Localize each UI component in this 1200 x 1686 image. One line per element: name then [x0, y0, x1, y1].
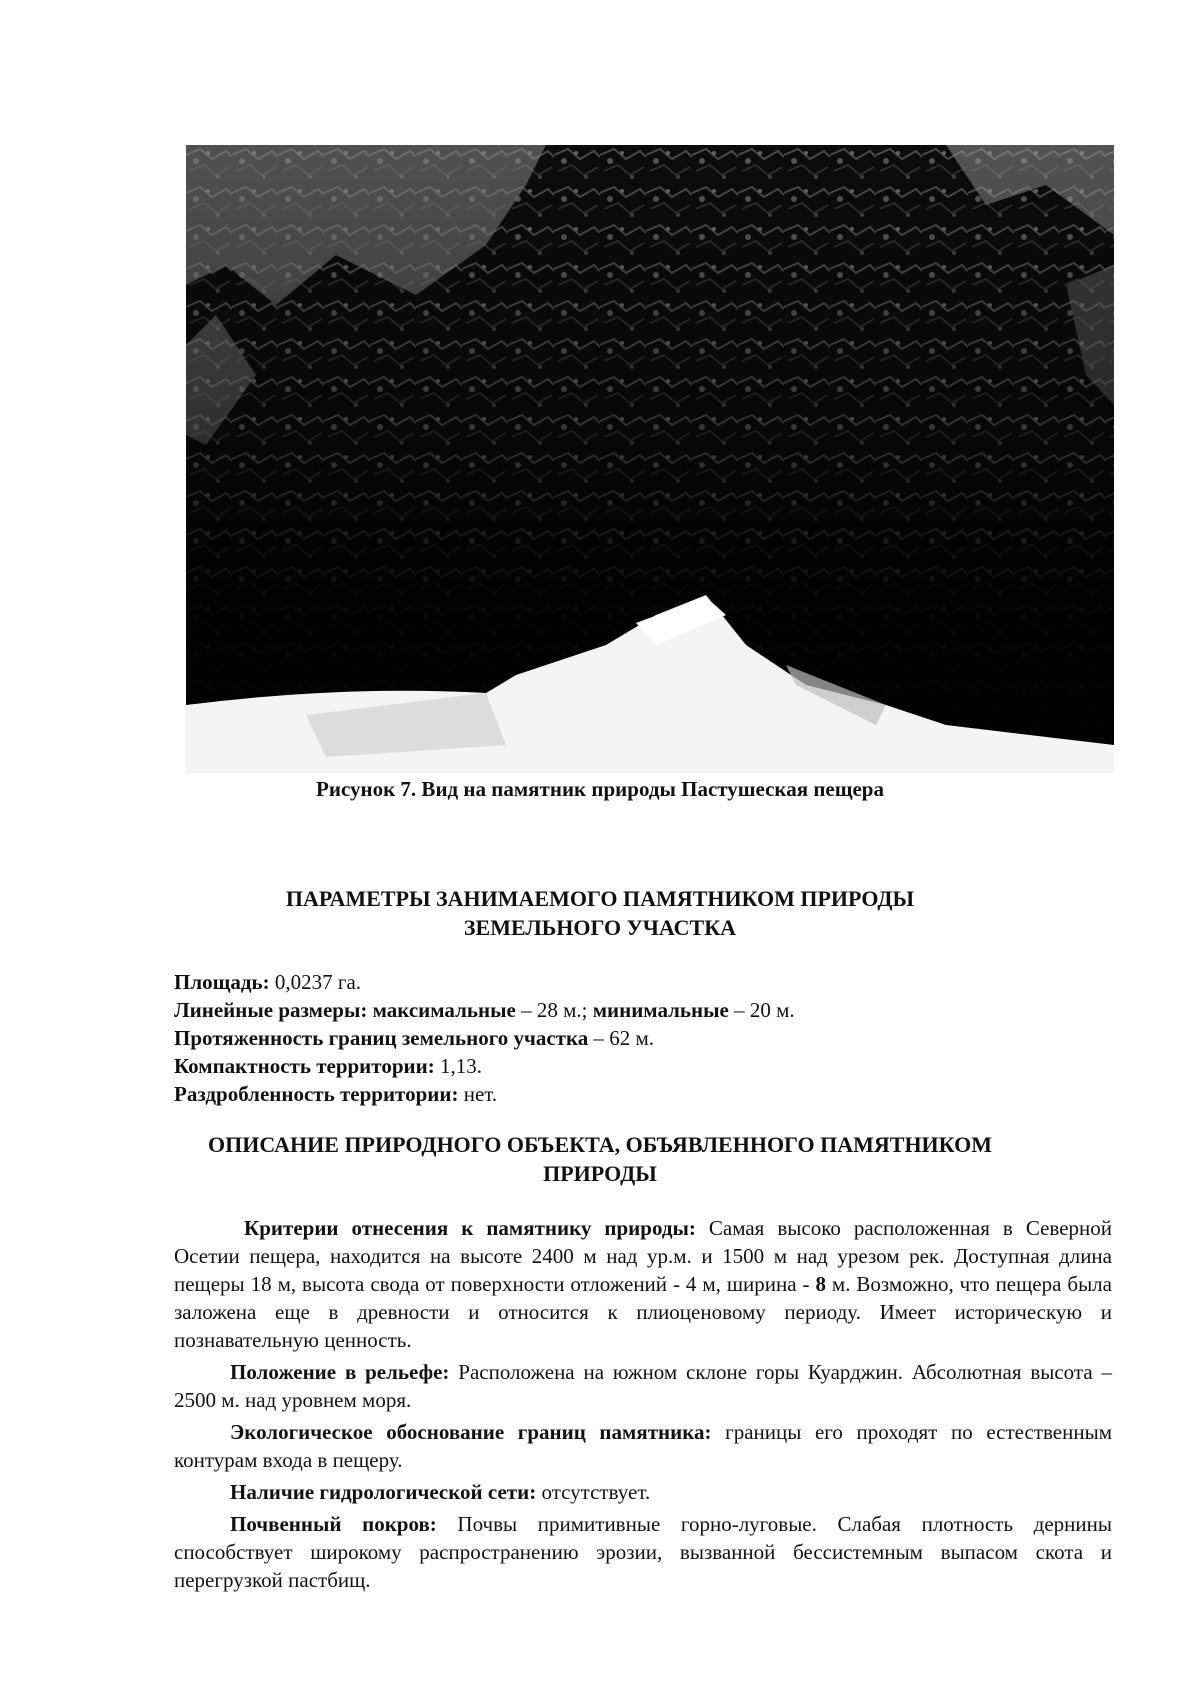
section-title-parameters: [150, 884, 1050, 942]
param-value: 1,13.: [434, 1054, 482, 1078]
param-label: Раздробленность территории:: [174, 1082, 459, 1106]
param-label: Линейные размеры:: [174, 998, 368, 1022]
paragraph-relief: [174, 1358, 1112, 1414]
section-title-line: ПРИРОДЫ: [543, 1161, 657, 1186]
paragraph-label: Наличие гидрологической сети:: [230, 1480, 537, 1504]
section-title-line: ОПИСАНИЕ ПРИРОДНОГО ОБЪЕКТА, ОБЪЯВЛЕННОГО ПАМЯТНИКОМ: [208, 1132, 992, 1157]
param-label: Протяженность границ земельного участка: [174, 1026, 589, 1050]
param-fragmentation: [174, 1080, 1114, 1108]
paragraph-text: границы его проходят по естественным контурам входа в пещеру.: [174, 1420, 1112, 1472]
paragraph-text: Расположена на южном склоне горы Куарджин. Абсолютная высота – 2500 м. над уровнем моря.: [174, 1360, 1112, 1412]
param-area: [174, 968, 1114, 996]
paragraph-label: Критерии отнесения к памятнику природы:: [244, 1216, 696, 1240]
paragraph-hydrology: [174, 1478, 1112, 1506]
figure-caption: Рисунок 7. Вид на памятник природы Пастушеская пещера: [316, 777, 884, 801]
width-value: 8: [815, 1272, 826, 1296]
section-title-line: ПАРАМЕТРЫ ЗАНИМАЕМОГО ПАМЯТНИКОМ ПРИРОДЫ: [285, 886, 915, 911]
param-label: Компактность территории:: [174, 1054, 435, 1078]
paragraph-criteria: [174, 1214, 1112, 1354]
param-sublabel: максимальные: [367, 998, 516, 1022]
paragraph-soil: [174, 1510, 1112, 1594]
param-value: 0,0237 га.: [269, 970, 362, 994]
cave-photo-graphic: [186, 145, 1114, 773]
param-linear-dimensions: [174, 996, 1114, 1024]
param-value: – 28 м.;: [515, 998, 588, 1022]
section-title-line: ЗЕМЕЛЬНОГО УЧАСТКА: [463, 915, 737, 940]
paragraph-ecology: [174, 1418, 1112, 1474]
parameters-list: [174, 968, 1114, 1108]
cave-photo: [186, 145, 1114, 773]
param-compactness: [174, 1052, 1114, 1080]
paragraph-text: Самая высоко расположенная в Северной Осетии пещера, находится на высоте 2400 м над ур.м. и 1500 м над урезом рек. Доступная длина пещеры 18 м, высота свода от поверхности отложений - 4 м, ширина -: [174, 1216, 1113, 1296]
param-sublabel: минимальные: [587, 998, 729, 1022]
paragraph-label: Положение в рельефе:: [230, 1360, 450, 1384]
param-value: – 20 м.: [728, 998, 795, 1022]
param-value: – 62 м.: [588, 1026, 655, 1050]
paragraph-text: отсутствует.: [536, 1480, 651, 1504]
section-title-description: [150, 1130, 1050, 1188]
paragraph-label: Экологическое обоснование границ памятника:: [230, 1420, 712, 1444]
param-label: Площадь:: [174, 970, 270, 994]
paragraph-text: Почвы примитивные горно-луговые. Слабая плотность дернины способствует широкому распространению эрозии, вызванной бессистемным выпасом скота и перегрузкой пастбищ.: [174, 1512, 1112, 1592]
param-perimeter: [174, 1024, 1114, 1052]
param-value: нет.: [458, 1082, 498, 1106]
description-text: [174, 1214, 1112, 1598]
paragraph-label: Почвенный покров:: [230, 1512, 437, 1536]
paragraph-text: м. Возможно, что пещера была заложена еще в древности и относится к плиоценовому периоду. Имеет историческую и познавательную ценность.: [174, 1272, 1112, 1352]
